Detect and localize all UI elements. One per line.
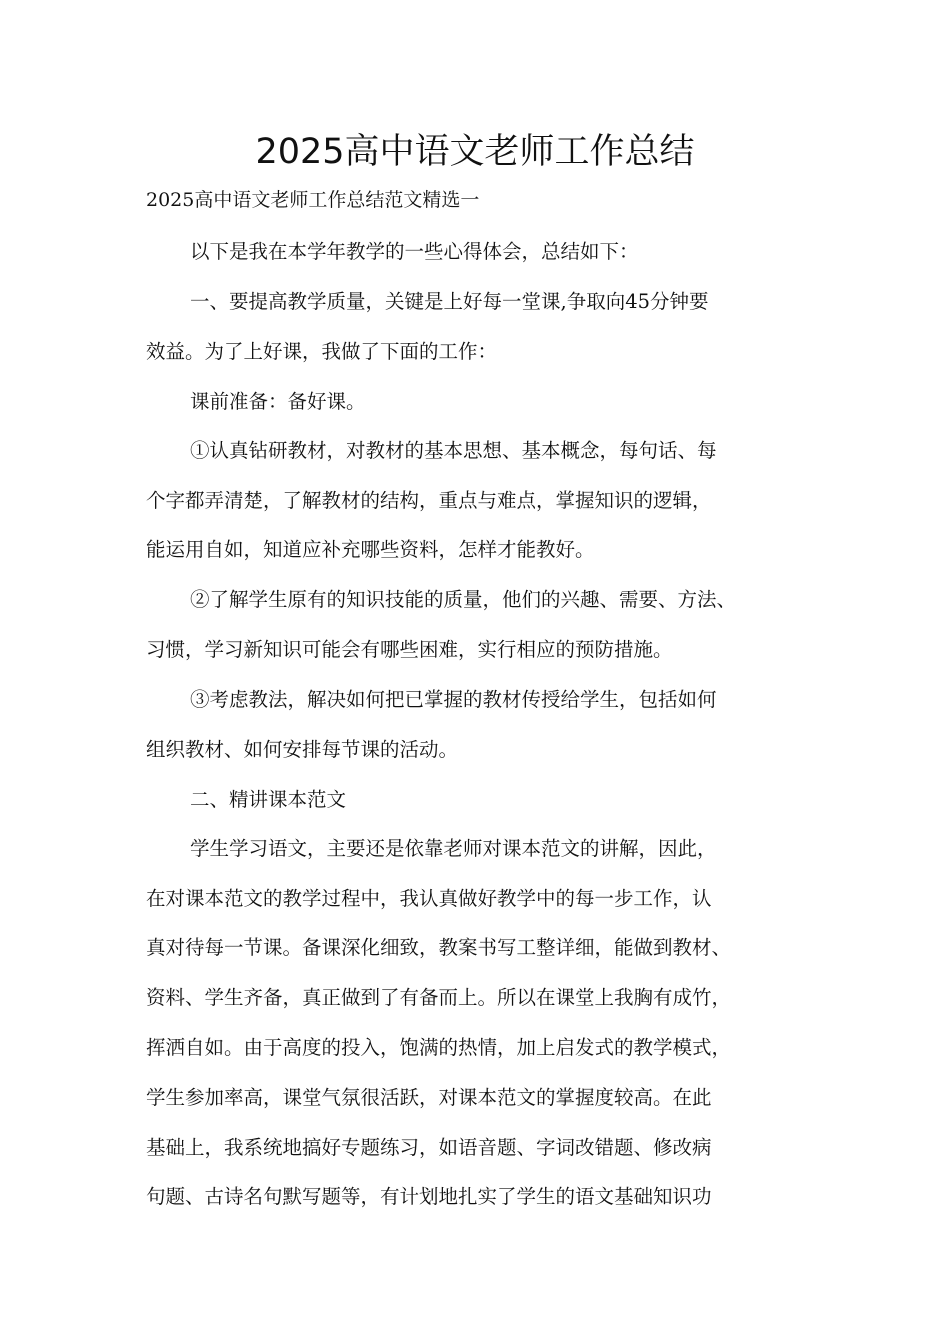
paragraph-line: 学生学习语文，主要还是依靠老师对课本范文的讲解，因此， [190,837,717,860]
paragraph-line: 挥洒自如。由于高度的投入，饱满的热情，加上启发式的教学模式， [146,1036,732,1059]
section-heading: 二、精讲课本范文 [190,788,347,811]
paragraph-line: 组织教材、如何安排每节课的活动。 [146,738,459,761]
paragraph-line: 一、要提高教学质量，关键是上好每一堂课,争取向45分钟要 [190,290,709,313]
paragraph-line: 真对待每一节课。备课深化细致，教案书写工整详细，能做到教材、 [146,936,732,959]
paragraph-line: 在对课本范文的教学过程中，我认真做好教学中的每一步工作，认 [146,887,712,910]
paragraph-line: 课前准备：备好课。 [190,390,366,413]
document-subtitle: 2025高中语文老师工作总结范文精选一 [146,189,480,211]
paragraph-line: 基础上，我系统地搞好专题练习，如语音题、字词改错题、修改病 [146,1136,712,1159]
paragraph-line: 效益。为了上好课，我做了下面的工作： [146,340,498,363]
paragraph-line: 句题、古诗名句默写题等，有计划地扎实了学生的语文基础知识功 [146,1185,712,1208]
paragraph-line: ①认真钻研教材，对教材的基本思想、基本概念，每句话、每 [190,439,717,462]
paragraph-line: 个字都弄清楚，了解教材的结构，重点与难点，掌握知识的逻辑， [146,489,712,512]
paragraph-line: ②了解学生原有的知识技能的质量，他们的兴趣、需要、方法、 [190,588,737,611]
paragraph-line: 资料、学生齐备，真正做到了有备而上。所以在课堂上我胸有成竹， [146,986,732,1009]
paragraph-line: 学生参加率高，课堂气氛很活跃，对课本范文的掌握度较高。在此 [146,1086,712,1109]
paragraph-line: 以下是我在本学年教学的一些心得体会，总结如下： [190,240,639,263]
paragraph-line: ③考虑教法，解决如何把已掌握的教材传授给学生，包括如何 [190,688,717,711]
paragraph-line: 能运用自如，知道应补充哪些资料，怎样才能教好。 [146,538,595,561]
document-title: 2025高中语文老师工作总结 [255,132,695,172]
paragraph-line: 习惯，学习新知识可能会有哪些困难，实行相应的预防措施。 [146,638,673,661]
